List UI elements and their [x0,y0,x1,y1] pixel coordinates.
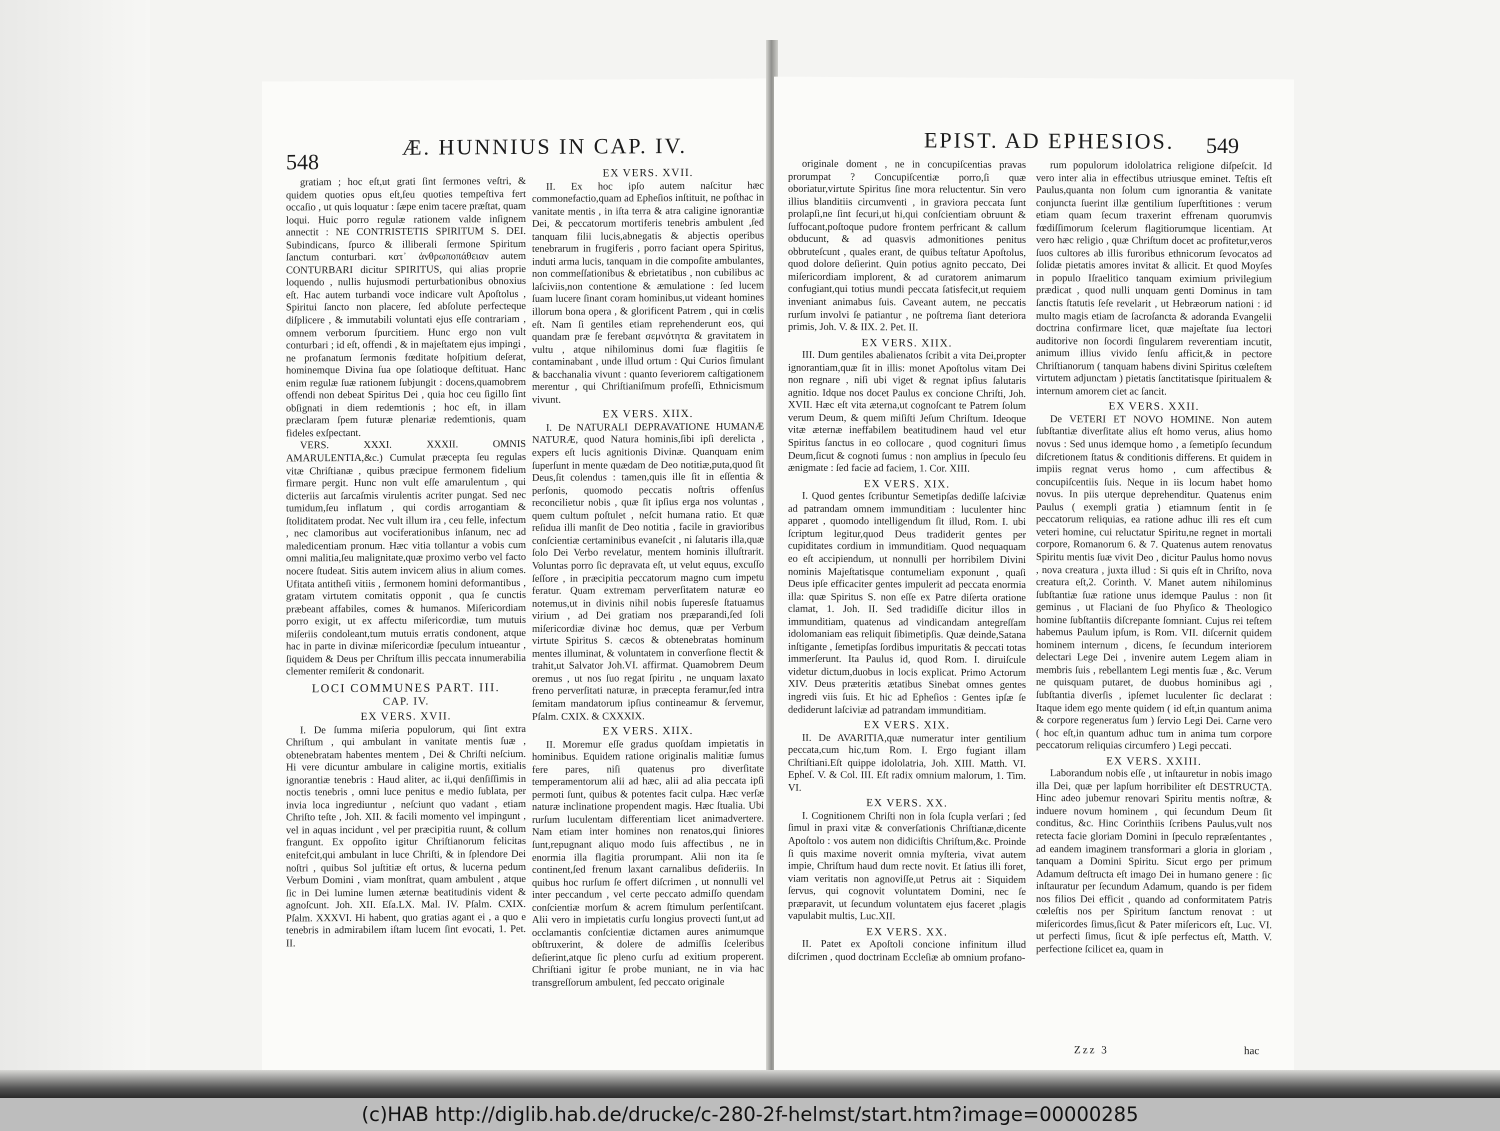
paragraph: I. Quod gentes ſcribuntur Semetipſas dediſſe laſciviæ ad patrandam omnem immunditiam : luculenter hinc apparet , quomodo intelligendum ſit illud, Rom. I. ubi ſcriptum legitur,quod Deus tradiderit gentes per cupiditates cordium in immunditiam. Quod nequaquam eo eſt accipiendum, ut nonnulli per horribilem Divini nominis Majeſtatisque contumeliam exponunt , quaſi Deus ipſe efficaciter gentes impulerit ad peccata enormia illa: quæ Spiritus S. non eſſe ex Patre diſerta oratione clamat, 1. Joh. II. Sed tradidiſſe dicitur illos in immunditiam, quatenus ad vindicandam antegreſſam idolomaniam eas reliquit ſibimetipſis. Quæ deinde,Satana inſtigante , ſemetipſas ſordibus impuritatis & peccati totas immerſerunt. Ita Paulus id, quod Rom. I. diruiſcule videtur dictum,duobus in locis explicat. Primo Actorum XIV. Deus præteritis ætatibus Sinebat omnes gentes ingredi viis ſuis. Et hic ad Epheſios : Gentes ipſæ ſe dediderunt laſciviæ ad patrandam immunditiam. [788,491,1026,717]
section-heading: EX VERS. XIIX. [602,724,694,738]
paragraph: originale doment , ne in concupiſcentias pravas prorumpat ? Concupiſcentiæ porro,ſi quæ oboriatur,virtute Spiritus ſine mora reluctentur. Sin vero illius blanditiis circumventi , in graviora peccata ſunt prolapſi,ne ſint ſecuri,ut hi,qui conſcientiam obruunt & ſuffocant,poſtoque pudore frontem perfricant & callum obducunt, & ad quasvis admonitiones penitus obbruteſcunt , quales erant, de quibus teſtatur Apoſtolus, quod dolore deſierint. Quin potius agnito peccato, Dei miſericordiam implorent, & ad curatorem animarum confugiant,qui totius mundi peccata ſatisfecit,ut requiem inveniant animabus ſuis. Caveant autem, ne peccatis rurſum involvi ſe patiantur , ne poſtrema ſiant deteriora primis, Joh. V. & IIX. 2. Pet. II. [788,158,1026,334]
paragraph: II. De AVARITIA,quæ numeratur inter gentilium peccata,cum hic,tum Rom. I. Ergo fugiant illam Chriſtiani.Eſt quippe idololatria, Joh. XIII. Matth. VI. Epheſ. V. & Col. III. Eſt radix omnium malorum, 1. Tim. VI. [788,732,1026,794]
section-heading: LOCI COMMUNES PART. III. [311,679,501,696]
section-heading: EX VERS. XIIX. [602,408,694,421]
section-heading: EX VERS. XIX. [863,719,951,732]
paragraph: rum populorum idololatrica religione diſpeſcit. Id vero inter alia in effectibus utriusque eminet. Teſtis eſt Paulus,quanta non ſolum cum ignorantia & vanitate conjuncta ſuerint illæ gentilium ſuperſtitiones : verum etiam quam ſecum traxerint effrenam quorumvis fœdiſſimorum ſcelerum flagitiorumque licentiam. At vero hæc religio , quæ Chriſtum docet ac profitetur,veros ſuos cultores ab illis furoribus ethnicorum ſevocatos ad ſolidæ pietatis amores invitat & allicit. Et quod Moyſes in populo Iſraelitico tanquam eximium privilegium prædicat , quod nulli unquam genti Dominus in tam ſanctis ſtatutis ſeſe revelarit , ut Hebræorum nationi : id multo magis etiam de ſacroſancta & adoranda Evangelii doctrina confirmare licet, quæ majeſtate ſua lectori auditorive non ſocordi ſingularem reverentiam incutit, animum illius vivido ſenſu afficit,& in pectore Chriſtianorum ( tanquam habens divini Spiritus cœleſtem virtutem adjunctam ) pietatis ſanctitatisque ſpiritualem & internum amorem ciet ac ſancit. [1036,160,1272,398]
paragraph: II. Patet ex Apoſtoli concione infinitum illud diſcrimen , quod doctrinam Eccleſiæ ab omnium profano- [788,939,1026,964]
left-page [262,78,772,1076]
paragraph: II. Moremur eſſe gradus quoſdam impietatis in hominibus. Equidem ratione originalis malitiæ ſumus fere pares, niſi quatenus pro diverſitate temperamentorum alii ad hæc, alii ad alia peccata ipſi permoti ſunt, quibus & potentes facit culpa. Hæc verſæ naturæ inclinatione propendent magis. Hæc ſtualia. Ubi rurſum luculentam differentiam licet animadvertere. Nam etiam inter homines non renatos,qui ſiniores ſunt,repugnant aliquo modo ſuis affectibus , ne in enormia illa flagitia prorumpant. Alii non ita ſe continent,ſed frenum laxant carnalibus deſideriis. In quibus hoc rurſum ſe offert diſcrimen , ut nonnulli vel inter peccandum , vel certe peccato admiſſo quendam conſcientiæ morſum & acrem ſtimulum perſentiſcant. Alii vero in impietatis curſu longius provecti ſunt,ut ad occlamantis conſcientiæ dictamen aures animumque obſtruxerint, & dolere de admiſſis ſceleribus deſierint,atque ſic pleno curſu ad exitium properent. Chriſtiani igitur ſe probe muniant, ne in via hac transgreſſorum ambulent, ſed peccato originale [532,738,764,989]
paragraph: I. De ſumma miſeria populorum, qui ſint extra Chriſtum , qui ambulant in vanitate mentis ſuæ , obtenebratam habentes mentem , Dei & Chriſti neſcium. Hi vere dicuntur ambulare in caligine mortis, exitialis ignorantiæ tenebris : Haud aliter, ac ii,qui denſiſſimis in noctis tenebris , omni luce penitus e medio ſublata, per invia loca ingrediuntur , neſciunt quo vadant , etiam Chriſto teſte , Joh. XII. & facili momento vel impingunt , vel in aquas incidunt , vel per præcipitia ruunt, & collum frangunt. Ex oppoſito igitur Chriſtianorum felicitas enitefcit,qui ambulant in luce Chriſti, & in ſplendore Dei noſtri , quibus Sol juſtitiæ eſt ortus, & lucerna pedum Verbum Domini , viam monſtrat, quam ambulent , atque ſic in Dei lumine lumen æternæ beatitudinis vident & agnoſcunt. Joh. XII. Eſa.LX. Mal. IV. Pſalm. CXIX. Pſalm. XXXVI. Hi habent, quo gratias agant ei , a quo e tenebris in admirabilem iſtam lucem ſint evocati, 1. Pet. II. [286,723,526,950]
paragraph: III. Dum gentiles abalienatos ſcribit a vita Dei,propter ignorantiam,quæ ſit in illis: monet Apoſtolus vitam Dei non regnare , niſi ubi viget & regnat ipſius ſalutaris agnitio. Idque nos docet Paulus ex concione Chriſti, Joh. XVII. Hæc eſt vita æterna,ut cognoſcant te Patrem ſolum verum Deum, & quem miſiſti Jeſum Chriſtum. Ideoque vitæ æternæ ineffabilem beatitudinem haud vel etur Spiritus ſanctus in eo collocare , quod cognituri ſimus Deum,ſicut & cognoti ſumus : non amplius in ſpeculo ſeu ænigmate : ſed facie ad faciem, 1. Cor. XIII. [788,349,1026,475]
page-number-right: 549 [1206,132,1239,159]
section-heading: EX VERS. XX. [866,925,948,939]
scan-bottom-shadow [0,1070,1500,1100]
section-heading: EX VERS. XXII. [1108,400,1200,414]
section-heading: EX VERS. XIX. [863,477,951,491]
running-header-left: Æ. HUNNIUS IN CAP. IV. [402,132,688,160]
page-number-left: 548 [286,149,319,175]
paragraph: VERS. XXXI. XXXII. OMNIS AMARULENTIA,&c.) Cumulat præcepta ſeu regulas vitæ Chriſtianæ , quibus præcipue fermonem fidelium firmare pergit. Hunc non vult eſſe amarulentum , qui dicteriis aut ſarcaſmis virulentis acriter pungat. Sed nec tumidum,ſeu inflatum , qui cordis arrogantiam & ſtoliditatem prodat. Nec vult illum ira , ceu felle, infectum , nec clamoribus aut vociferationibus inſanum, nec ad maledicentiam pronum. Hæc vitia tollantur a vobis cum omni malitia,ſeu malignitate,quæ proximo verbo vel facto nocere ſtudeat. Sitis autem invicem alius in alium comes. Ufitata antitheſi vitiis , ſermonem homini deformantibus , gratam virtutem comitatis opponit , qua ſe cunctis præbeant affabiles, comes & humanos. Miſericordiam porro exigit, ut ex affectu miſericordiæ, tum mutuis miſeriis condoleant,tum mutuis erratis condonent, atque hac in parte in divinæ miſericordiæ ſpeculum intueantur , ſiquidem & Deus per Chriſtum illis peccata innumerabilia clementer remiſerit & condonarit. [286,439,526,678]
paragraph: I. Cognitionem Chriſti non in ſola ſcupla verſari ; ſed ſimul in praxi vitæ & converſationis Chriſtianæ,dicente Apoſtolo : vos autem non didiciſtis Chriſtum,&c. Proinde ſi quis maxime noverit omnia myſteria, vivat autem impie, Chriſtum haud dum recte novit. Et ſatius illi foret, viam veritatis non agnoviſſe,ut Petrus ait : Siquidem ſervus, qui cognovit voluntatem Domini, nec ſe præparavit, ut ſecundum voluntatem ejus faceret ,plagis vapulabit multis, Luc.XII. [788,810,1026,923]
paragraph: I. De NATURALI DEPRAVATIONE HUMANÆ NATURÆ, quod Natura hominis,ſibi ipſi derelicta , expers eſt lucis agnitionis Divinæ. Quanquam enim ſuperſunt in mente quædam de Deo notitiæ,puta,quod ſit Deus,ſit colendus : tamen,quis ille ſit in eſſentia & perſonis, quomodo peccatis noſtris offenſus reconcilietur nobis , quæ ſit ipſius erga nos voluntas , quem cultum poſtulet , neſcit humana ratio. Et quæ reſidua illi manſit de Deo notitia , facile in gravioribus conſcientiæ certaminibus evaneſcit , ni ſalutaris illa,quæ ſolo Dei Verbo revelatur, mentem hominis illuſtrarit. Voluntas porro ſic depravata eſt, ut velut equus, excuſſo ſeſſore , in præcipitia peccatorum magno cum impetu feratur. Quam extremam perverſitatem naturæ eo notemus,ut in divinis nihil nobis ſuperesſe ſtatuamus virium , ad Dei gratiam nos præparandi,ſed ſoli miſericordiæ divinæ hoc demus, quæ per Verbum virtute Spiritus S. cæcos & obtenebratas hominum mentes illuminat, & voluntatem in converſione flectit & trahit,ut Salvator Joh.VI. affirmat. Quamobrem Deum oremus , ut nos ſuo regat ſpiritu , ne unquam laxato freno perverſitati naturæ, in præcepta feramur,ſed intra ſemitam mandatorum ipſius contineamur & ſervemur, Pſalm. CXIX. & CXXXIX. [532,421,764,723]
paragraph: De VETERI ET NOVO HOMINE. Non autem ſubſtantiæ diverſitate alius eſt homo verus, alius homo novus : Sed unus idemque homo , a ſemetipſo ſecundum diſcretionem ſtatus & conditionis differens. Et quidem in impiis regnat verus homo , cum affectibus & concupiſcentiis ſuis. Neque in iis locum habet homo novus. In piis uterque deprehenditur. Quatenus enim Paulus ( exempli gratia ) etiamnum ſentit in ſe peccatorum reliquias, ea ratione adhuc illi res eſt cum veteri homine, cui reluctatur Spiritu,ne regnet in mortali corpore, Romanorum 6. & 7. Quatenus autem renovatus Spiritu mentis ſuæ vivit Deo , dicitur Paulus homo novus , nova creatura , juxta illud : Si quis eſt in Chriſto, nova creatura eſt,2. Corinth. V. Manet autem nihilominus ſubſtantiæ ſuæ ratione unus idemque Paulus : non ſit geminus , ut Flaciani de ſuo Phyſico & Theologico homine ſubſtantiis diſcrepante ſomniant. Cujus rei teſtem habemus Paulum ipſum, is Rom. VII. diſcernit quidem hominem internum , dicens, ſe ſecundum interiorem delectari Lege Dei , invenire autem Legem aliam in membris ſuis , rebellantem Legi mentis ſuæ , &c. Verum ne quisquam putaret, de duobus hominibus agi , ſubſtantia diverſis , ipſemet luculenter ſic declarat : Itaque idem ego mente quidem ( id eſt,in quantum anima & corpore regeneratus ſum ) ſervio Legi Dei. Carne vero ( hoc eſt,in quantum adhuc tum in anima tum corpore peccatorum reliquias circumfero ) Legi peccati. [1036,414,1272,753]
right-page [774,77,1294,1080]
signature-mark: Zzz 3 [1074,1044,1109,1057]
paragraph: gratiam ; hoc eſt,ut grati ſint ſermones veſtri, & quidem quoties opus eſt,ſeu quoties tempeſtiva fert occaſio , ut quis loquatur : ſæpe enim tacere præſtat, quam loqui. Huic porro regulæ rationem valde inſignem annectit : NE CONTRISTETIS SPIRITUM S. DEI. Subindicans, ſpurco & illiberali ſermone Spiritum ſanctum conturbari. κατ᾽ ἀνθρωποπάθειαν autem CONTURBARI dicitur SPIRITUS, qui alias proprie loquendo , nullis hujusmodi perturbationibus obnoxius eſt. Hac autem turbandi voce indicare vult Apoſtolus , Spiritui ſancto non placere, ſed abſolute perfecteque diſplicere , & immutabili voluntati ejus eſſe contrariam , omnem verborum ſpurcitiem. Hunc ergo non vult conturbari ; id eſt, offendi , & in majeſtatem ejus impingi , ne profanatum ſermonis fœditate hoſpitium deſerat, hominemque Divina ſua ope ſolatioque deſtituat. Hanc enim regulæ ſuæ rationem ſubjungit : docens,quamobrem offendi non debeat Spiritus Dei , quia hoc ceu ſigillo ſint obſignati in diem redemtionis ; hoc eſt, in illam præclaram ſpem futuræ plenariæ redemtionis, quam fideles exſpectant. [286,175,526,440]
right-column-1 [788,159,1026,966]
running-header-right: EPIST. AD EPHESIOS. [924,127,1175,154]
paragraph: Laborandum nobis eſſe , ut inſtauretur in nobis imago illa Dei, quæ per lapſum horribiliter eſt DESTRUCTA. Hinc adeo jubemur renovari Spiritu mentis noſtræ, & induere novum hominem , qui ſecundum Deum ſit conditus, &c. Hinc Corinthiis ſcribens Paulus,vult nos retecta facie gloriam Domini in ſpeculo repræſentantes , ad eandem imaginem transformari a gloria in gloriam , tanquam a Domini Spiritu. Sicut ergo per primum Adamum deſtructa eſt imago Dei in humano genere : ſic inſtauratur per ſecundum Adamum, quando is per fidem nos filios Dei efficit , quando ad conformitatem Patris cœleſtis nos per Spiritum ſanctum renovat : ut miſericordes ſimus,ſicut & Pater miſericors eſt, Luc. VI. ut perfecti ſimus, ſicut & ipſe perfectus eſt, Matth. V. perfectione ſcilicet ea, quam in [1036,768,1272,956]
copyright-footer: (c)HAB http://diglib.hab.de/drucke/c-280-2f-helmst/start.htm?image=00000285 [0,1098,1500,1131]
section-heading: EX VERS. XVII. [360,710,452,723]
section-heading: CAP. IV. [382,695,430,709]
scan-margin-shade [0,0,150,1131]
catchword: hac [1244,1045,1260,1058]
section-heading: EX VERS. XVII. [602,166,694,180]
paragraph: II. Ex hoc ipſo autem naſcitur hæc commonefactio,quam ad Epheſios inſtituit, ne poſthac in vanitate mentis , in iſta terra & atra caligine ignorantiæ Dei, & peccatorum mortiferis tenebris ambulent ,ſed tanquam filii lucis,abnegatis & abjectis operibus tenebrarum in frugiferis , porro faciant opera Spiritus, induti arma lucis, tanquam in die compoſite ambulantes, non commeſſationibus & ebrietatibus , non cubilibus ac laſciviis,non contentione & æmulatione : ſed lucem ſuam lucere ſinant coram hominibus,ut videant homines illorum bona opera , & glorificent Patrem , qui in cœlis eſt. Nam ſi gentiles etiam reprehenderunt eos, qui quandam præ ſe ferebant σεμνότητα & gravitatem in vultu , atque nihilominus domi ſuæ flagitiis ſe contaminabant , unde illud ortum : Qui Curios ſimulant & bacchanalia vivunt : quanto ſeveriorem caſtigationem merentur , qui Chriſtianiſmum profeſſi, Ethnicismum vivunt. [532,180,764,406]
left-column-1 [286,176,526,951]
right-column-2 [1036,160,1272,958]
section-heading: EX VERS. XIIX. [861,336,953,350]
section-heading: EX VERS. XX. [866,797,948,810]
left-column-2 [532,164,764,990]
section-heading: EX VERS. XXIII. [1106,755,1202,768]
